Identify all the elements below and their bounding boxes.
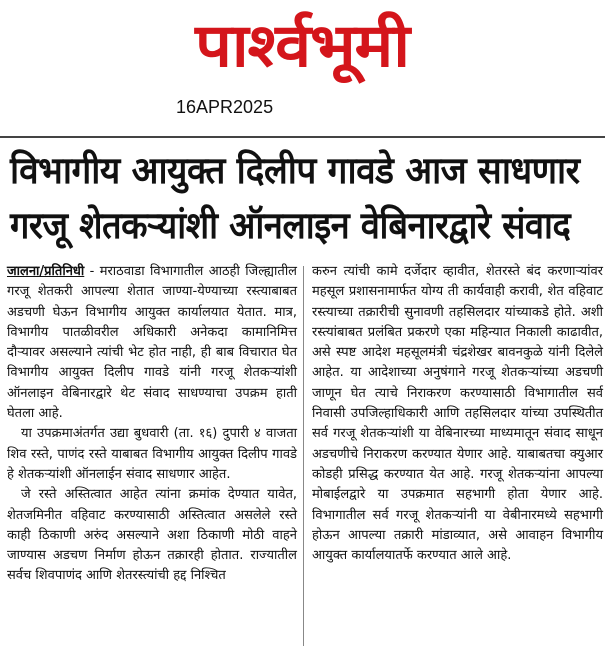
headline-line-1: विभागीय आयुक्त दिलीप गावडे आज साधणार [10,149,580,192]
article-paragraph-2: या उपक्रमाअंतर्गत उद्या बुधवारी (ता. १६) दुपारी ४ वाजता शिव रस्ते, पाणंद रस्ते याबाबत विभागीय आयुक्त दिलीप गावडे हे शेतकऱ्यांशी ऑनलाईन संवाद साधणार आहेत. [7,426,297,482]
article-column-right [312,262,603,566]
article-paragraph-3: जे रस्ते अस्तित्वात आहेत त्यांना क्रमांक देण्यात यावेत, शेतजमिनीत वहिवाट करण्यासाठी अस्तित्वात असलेले रस्ते काही ठिकाणी अरुंद असल्याने अशा ठिकाणी मोठी वाहने जाण्यास अडचण निर्माण होऊन तक्रारही होतात. राज्यातील सर्वच शिवपाणंद आणि शेतरस्त्यांची हद्द निश्चित [7,487,297,584]
paragraph-1-text: - मराठवाडा विभागातील आठही जिल्ह्यातील गरजू शेतकरी आपल्या शेतात जाण्या-येण्याच्या रस्त्याबाबत अडचणी घेऊन विभागीय आयुक्त कार्यालयात येतात. मात्र, विभागीय पातळीवरील अधिकारी अनेकदा कामानिमित्त दौऱ्यावर असल्याने त्यांची भेट होत नाही, ही बाब विचारात घेत विभागीय आयुक्त दिलीप गावडे यांनी गरजू शेतकऱ्यांशी ऑनलाइन वेबिनारद्वारे थेट संवाद साधण्याचा उपक्रम हाती घेतला आहे. [7,264,297,422]
publication-date: 16APR2025 [176,97,274,117]
byline: जालना/प्रतिनिधी [7,264,85,279]
newspaper-title: पार्श्वभूमी [195,11,410,81]
article-column-left [7,262,297,587]
article-paragraph-4: करुन त्यांची कामे दर्जेदार व्हावीत, शेतरस्ते बंद करणाऱ्यांवर महसूल प्रशासनामार्फत योग्य ती कार्यवाही करावी, शेत वहिवाट रस्त्याच्या तक्रारीची सुनावणी तहसिलदार यांच्याकडे होते. अशी रस्त्यांबाबत प्रलंबित प्रकरणे एका महिन्यात निकाली काढावीत, असे स्पष्ट आदेश महसूलमंत्री चंद्रशेखर बावनकुळे यांनी दिलेले आहेत. या आदेशाच्या अनुषंगाने गरजू शेतकऱ्यांच्या अडचणी जाणून घेत त्याचे निराकरण करण्यासाठी विभागातील सर्व निवासी उपजिल्हाधिकारी आणि तहसिलदार यांच्या उपस्थितीत सर्व गरजू शेतकऱ्यांशी या वेबिनारच्या माध्यमातून संवाद साधून अडचणीचे निराकरण करण्यात येणार आहे. याबाबतचा क्युआर कोडही प्रसिद्ध करण्यात येत आहे. गरजू शेतकऱ्यांना आपल्या मोबाईलद्वारे या उपक्रमात सहभागी होता येणार आहे. विभागातील सर्व गरजू शेतकऱ्यांनी या वेबीनारमध्ये सहभागी होऊन आपल्या तक्रारी मांडाव्यात, असे आवाहन विभागीय आयुक्त कार्यालयातर्फे करण्यात आले आहे. [312,264,603,564]
article-paragraph-1 [7,262,297,424]
headline [10,143,600,253]
column-divider [303,266,304,646]
masthead [0,4,605,92]
headline-line-2: गरजू शेतकऱ्यांशी ऑनलाइन वेबिनारद्वारे संवाद [10,204,571,247]
header-rule [0,136,605,138]
